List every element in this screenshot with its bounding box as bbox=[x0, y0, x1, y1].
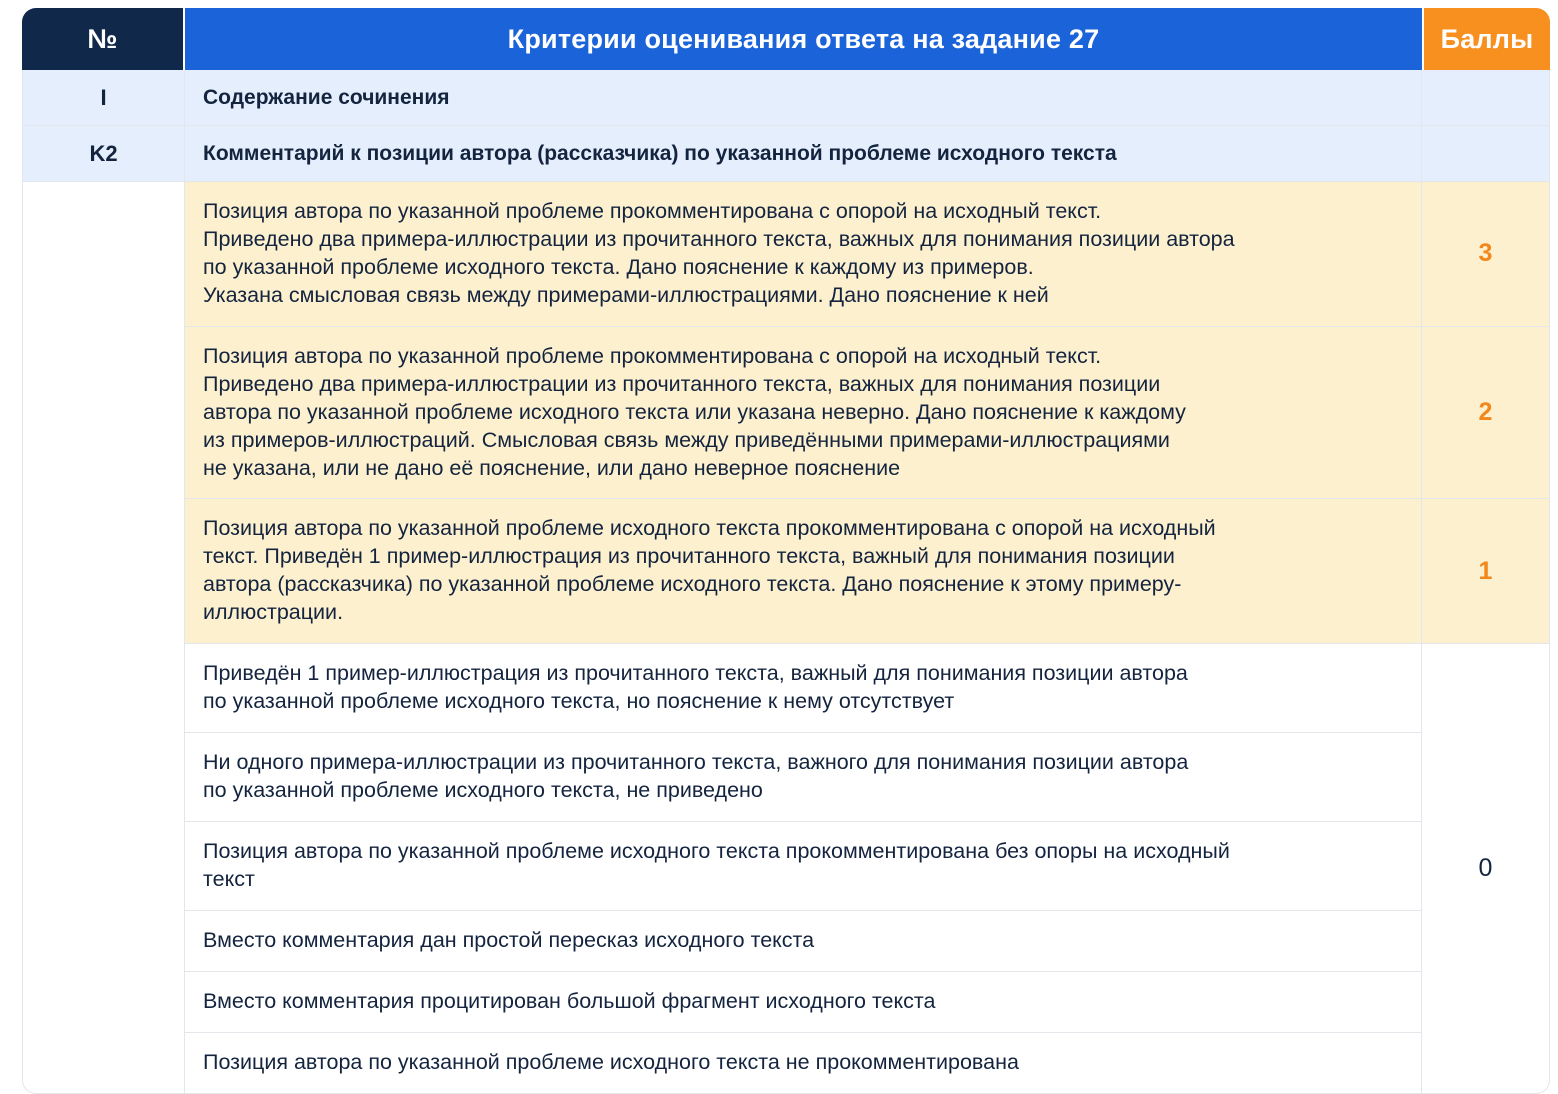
criteria-description-0a bbox=[185, 644, 1422, 733]
criteria-line: текст bbox=[203, 866, 255, 891]
criteria-line: Позиция автора по указанной проблеме прокомментирована с опорой на исходный текст. bbox=[203, 343, 1102, 368]
criteria-line: автора (рассказчика) по указанной проблеме исходного текста. Дано пояснение к этому примеру- bbox=[203, 572, 1182, 597]
header-row bbox=[22, 8, 1550, 70]
section-number-I: I bbox=[22, 70, 185, 126]
header-number-cell: № bbox=[22, 8, 185, 70]
criteria-row bbox=[22, 822, 1550, 911]
criteria-line: Вместо комментария процитирован большой фрагмент исходного текста bbox=[203, 988, 936, 1013]
criteria-line: Позиция автора по указанной проблеме исходного текста не прокомментирована bbox=[203, 1049, 1019, 1074]
criteria-number-spacer bbox=[22, 182, 185, 1094]
criteria-description-2 bbox=[185, 327, 1422, 500]
criteria-description-3 bbox=[185, 182, 1422, 327]
criteria-line: иллюстрации. bbox=[203, 600, 344, 625]
criteria-row bbox=[22, 911, 1550, 972]
section-score-blank-K2 bbox=[1422, 126, 1550, 182]
section-row-K2 bbox=[22, 126, 1550, 182]
criteria-row bbox=[22, 1033, 1550, 1094]
criteria-line: текст. Приведён 1 пример-иллюстрация из прочитанного текста, важный для понимания позиции bbox=[203, 544, 1175, 569]
criteria-line: из примеров-иллюстраций. Смысловая связь между приведёнными примерами-иллюстрациями bbox=[203, 427, 1170, 452]
criteria-line: Позиция автора по указанной проблеме исходного текста прокомментирована с опорой на исходный bbox=[203, 516, 1216, 541]
table-header bbox=[22, 8, 1550, 70]
criteria-line: Вместо комментария дан простой пересказ исходного текста bbox=[203, 927, 815, 952]
section-score-blank-I bbox=[1422, 70, 1550, 126]
criteria-row bbox=[22, 182, 1550, 327]
criteria-line: Приведено два примера-иллюстрации из прочитанного текста, важных для понимания позиции bbox=[203, 371, 1161, 396]
table-body bbox=[22, 70, 1550, 1094]
criteria-score-0: 0 bbox=[1422, 644, 1550, 1093]
criteria-row bbox=[22, 733, 1550, 822]
criteria-description-1 bbox=[185, 499, 1422, 644]
criteria-line: Позиция автора по указанной проблеме прокомментирована с опорой на исходный текст. bbox=[203, 199, 1102, 223]
criteria-line: Позиция автора по указанной проблеме исходного текста прокомментирована без опоры на исходный bbox=[203, 838, 1230, 863]
criteria-line: автора по указанной проблеме исходного текста или указана неверно. Дано пояснение к каждому bbox=[203, 399, 1186, 424]
criteria-line: Приведено два примера-иллюстрации из прочитанного текста, важных для понимания позиции автора bbox=[203, 226, 1235, 251]
criteria-line: по указанной проблеме исходного текста. Дано пояснение к каждому из примеров. bbox=[203, 254, 1034, 279]
criteria-line: Ни одного примера-иллюстрации из прочитанного текста, важного для понимания позиции автора bbox=[203, 750, 1189, 775]
criteria-description-0d bbox=[185, 911, 1422, 972]
criteria-line: по указанной проблеме исходного текста, не приведено bbox=[203, 778, 763, 802]
criteria-description-0e bbox=[185, 972, 1422, 1033]
criteria-table bbox=[22, 8, 1550, 1094]
criteria-line: Указана смысловая связь между примерами-иллюстрациями. Дано пояснение к ней bbox=[203, 282, 1049, 307]
criteria-score-1: 1 bbox=[1422, 499, 1550, 644]
criteria-score-3: 3 bbox=[1422, 182, 1550, 327]
header-title-cell: Критерии оценивания ответа на задание 27 bbox=[185, 8, 1422, 70]
criteria-row bbox=[22, 644, 1550, 733]
criteria-row bbox=[22, 327, 1550, 500]
criteria-row bbox=[22, 972, 1550, 1033]
criteria-description-0c bbox=[185, 822, 1422, 911]
criteria-row bbox=[22, 499, 1550, 644]
criteria-description-0b bbox=[185, 733, 1422, 822]
criteria-score-2: 2 bbox=[1422, 327, 1550, 500]
section-row-I bbox=[22, 70, 1550, 126]
section-number-K2: K2 bbox=[22, 126, 185, 182]
criteria-description-0f bbox=[185, 1033, 1422, 1094]
section-title-I: Содержание сочинения bbox=[185, 70, 1422, 126]
header-score-cell: Баллы bbox=[1422, 8, 1550, 70]
criteria-line: Приведён 1 пример-иллюстрация из прочитанного текста, важный для понимания позиции автора bbox=[203, 661, 1188, 686]
criteria-line: по указанной проблеме исходного текста, но пояснение к нему отсутствует bbox=[203, 689, 955, 714]
section-title-K2: Комментарий к позиции автора (рассказчика) по указанной проблеме исходного текста bbox=[185, 126, 1422, 182]
criteria-line: не указана, или не дано её пояснение, или дано неверное пояснение bbox=[203, 455, 901, 480]
